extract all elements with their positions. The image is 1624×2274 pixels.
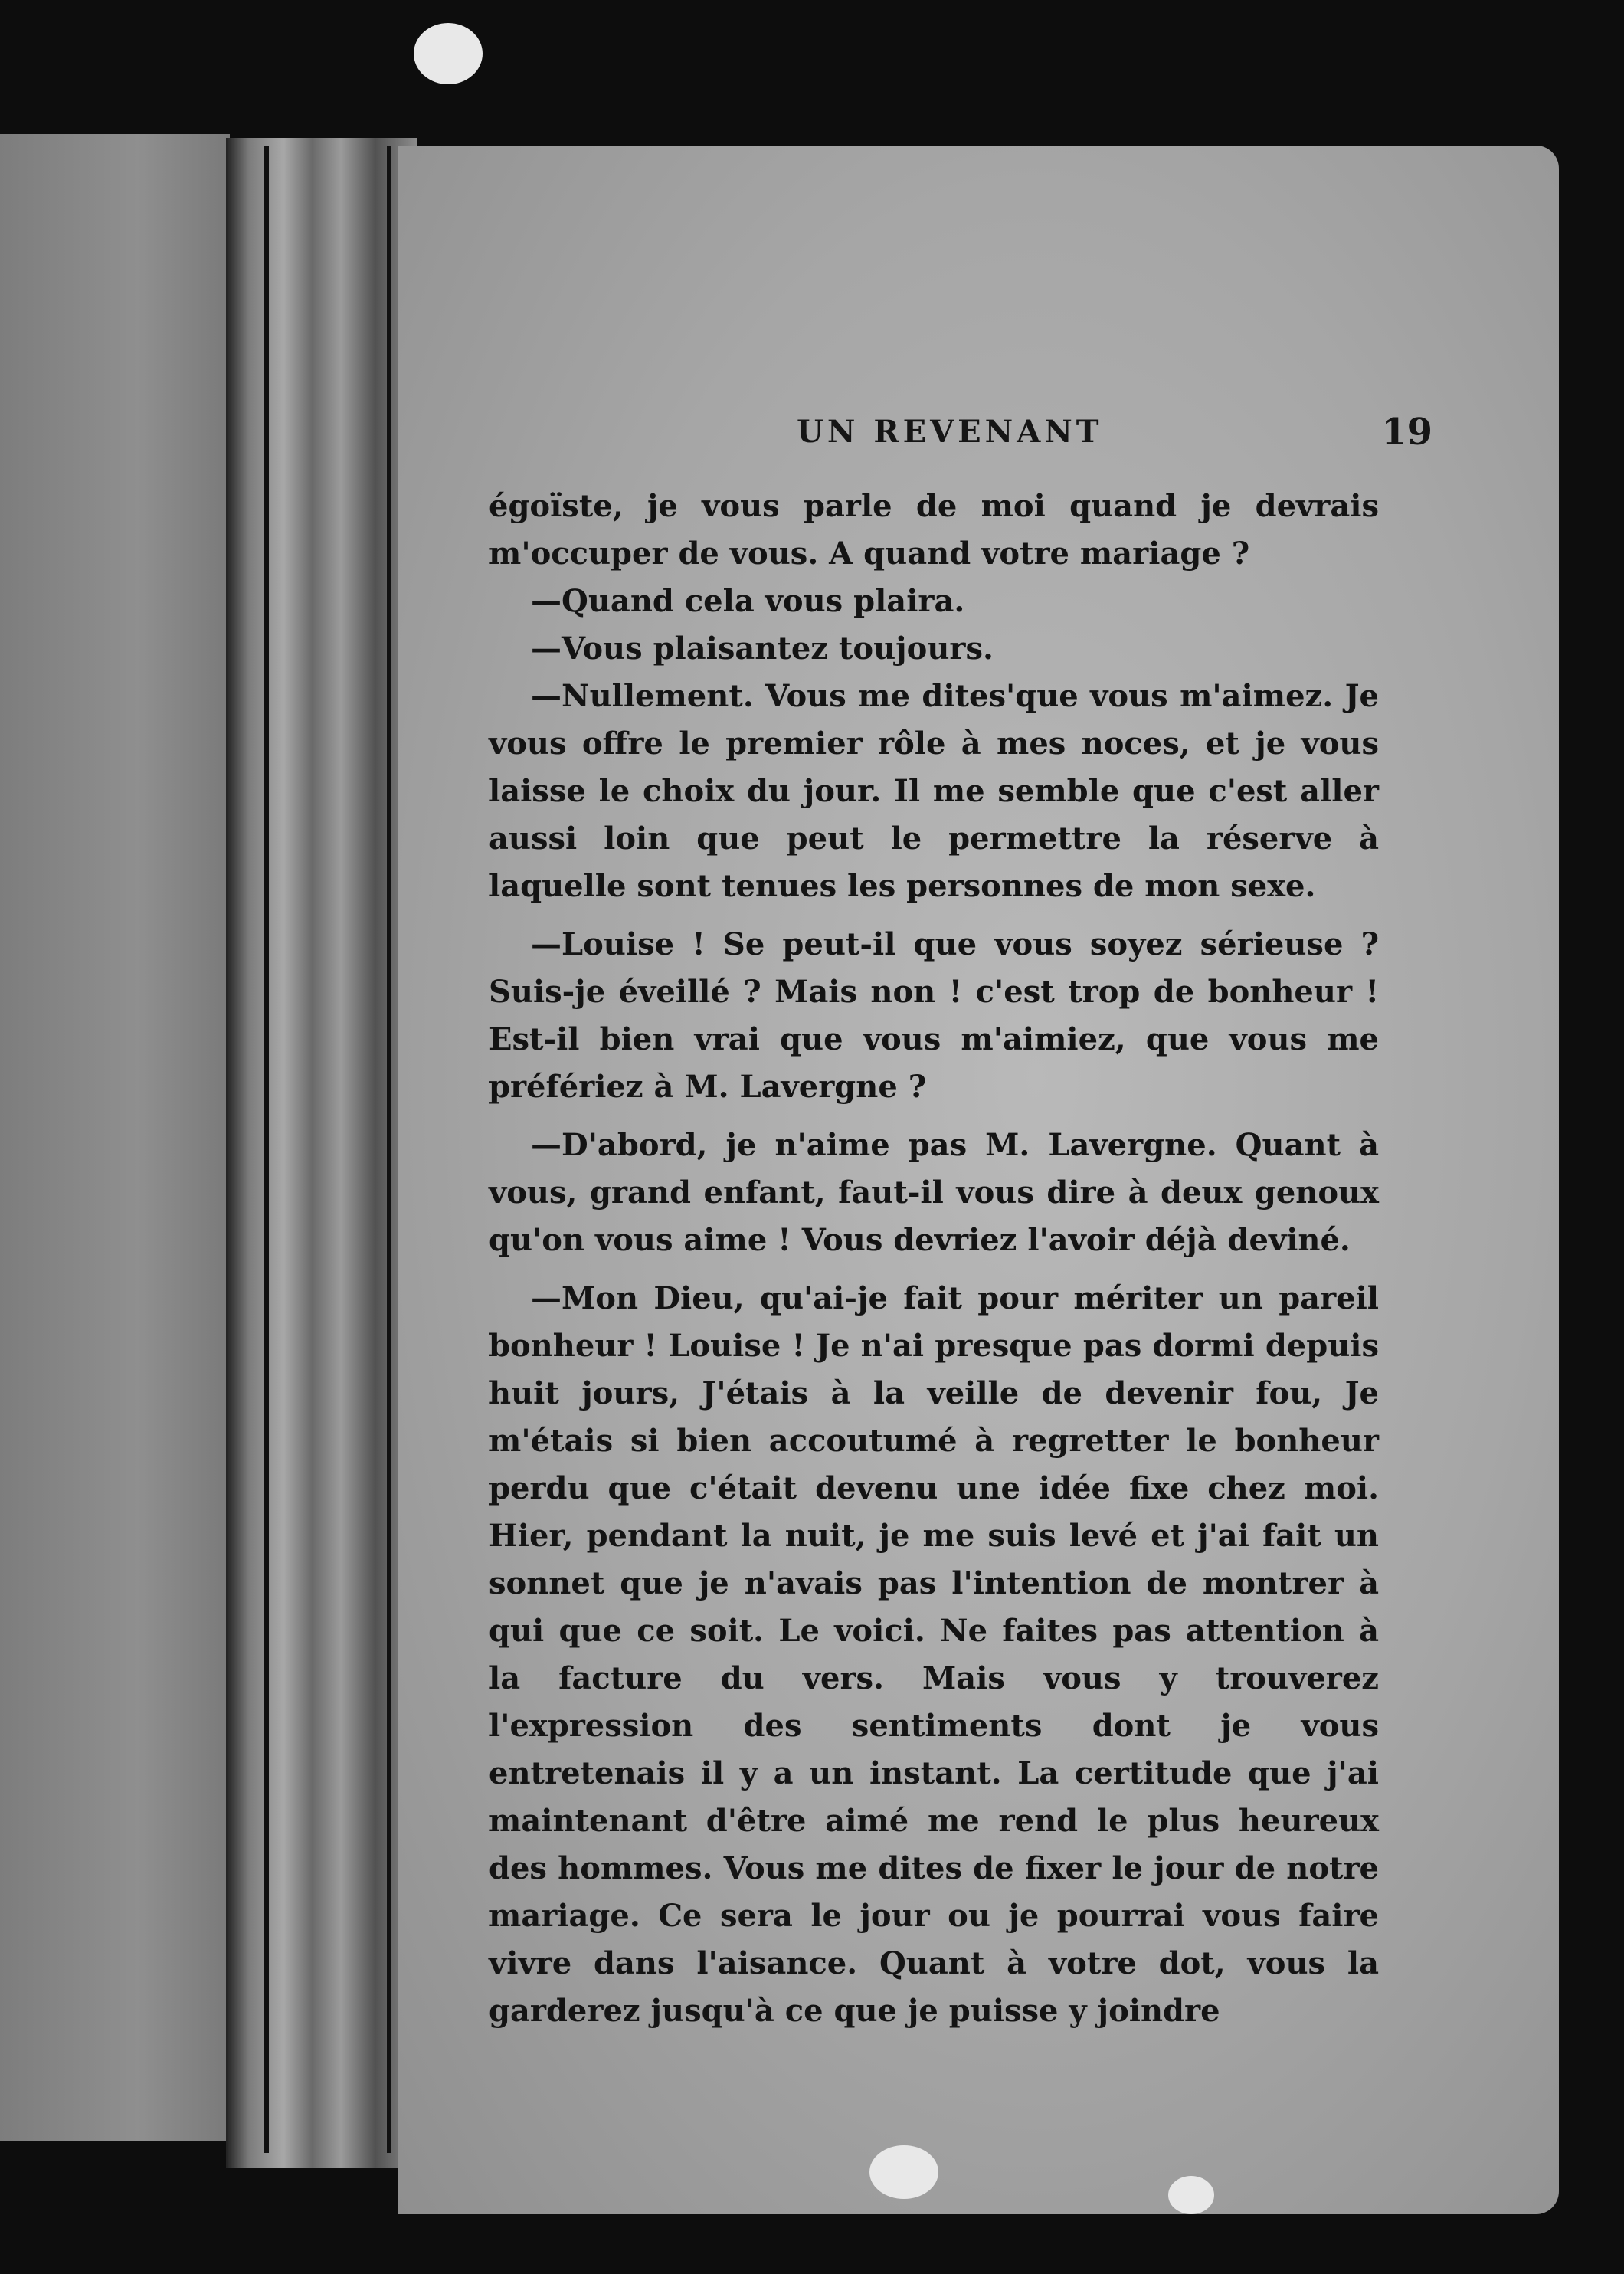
paper-blemish bbox=[1168, 2176, 1214, 2214]
page-number: 19 bbox=[1381, 411, 1432, 454]
paragraph: égoïste, je vous parle de moi quand je devrais m'occuper de vous. A quand votre mariage ? bbox=[489, 488, 1379, 572]
page-body bbox=[489, 483, 1379, 2035]
paper-blemish bbox=[869, 2145, 938, 2199]
paragraph: —D'abord, je n'aime pas M. Lavergne. Quant à vous, grand enfant, faut-il vous dire à deux genoux qu'on vous aime ! Vous devriez l'avoir déjà deviné. bbox=[489, 1127, 1379, 1258]
paragraph: —Mon Dieu, qu'ai-je fait pour mériter un pareil bonheur ! Louise ! Je n'ai presque pas dormi depuis huit jours, J'étais à la veille de devenir fou, Je m'étais si bien accoutumé à regretter le bonheur perdu que c'était devenu une idée fixe chez moi. Hier, pendant la nuit, je me suis levé et j'ai fait un sonnet que je n'avais pas l'intention de montrer à qui que ce soit. Le voici. Ne faites pas attention à la facture du vers. Mais vous y trouverez l'expression des sentiments dont je vous entretenais il y a un instant. La certitude que j'ai maintenant d'être aimé me rend le plus heureux des hommes. Vous me dites de fixer le jour de notre mariage. Ce sera le jour ou je pourrai vous faire vivre dans l'aisance. Quant à votre dot, vous la garderez jusqu'à ce que je puisse y joindre bbox=[489, 1280, 1379, 2029]
paper-blemish bbox=[414, 23, 483, 84]
spine-crack bbox=[264, 146, 269, 2153]
book-page bbox=[398, 146, 1559, 2214]
paragraph: —Quand cela vous plaira. bbox=[531, 583, 965, 619]
paragraph: —Louise ! Se peut-il que vous soyez sérieuse ? Suis-je éveillé ? Mais non ! c'est trop de bonheur ! Est-il bien vrai que vous m'aimiez, que vous me préfériez à M. Lavergne ? bbox=[489, 926, 1379, 1105]
page-header bbox=[398, 411, 1559, 475]
spine-crack bbox=[387, 146, 391, 2153]
previous-page-fragment bbox=[0, 134, 230, 2141]
paragraph: —Vous plaisantez toujours. bbox=[531, 631, 994, 667]
running-title: UN REVENANT bbox=[797, 414, 1103, 450]
paragraph: —Nullement. Vous me dites'que vous m'aimez. Je vous offre le premier rôle à mes noces, et je vous laisse le choix du jour. Il me semble que c'est aller aussi loin que peut le permettre la réserve à laquelle sont tenues les personnes de mon sexe. bbox=[489, 678, 1379, 904]
